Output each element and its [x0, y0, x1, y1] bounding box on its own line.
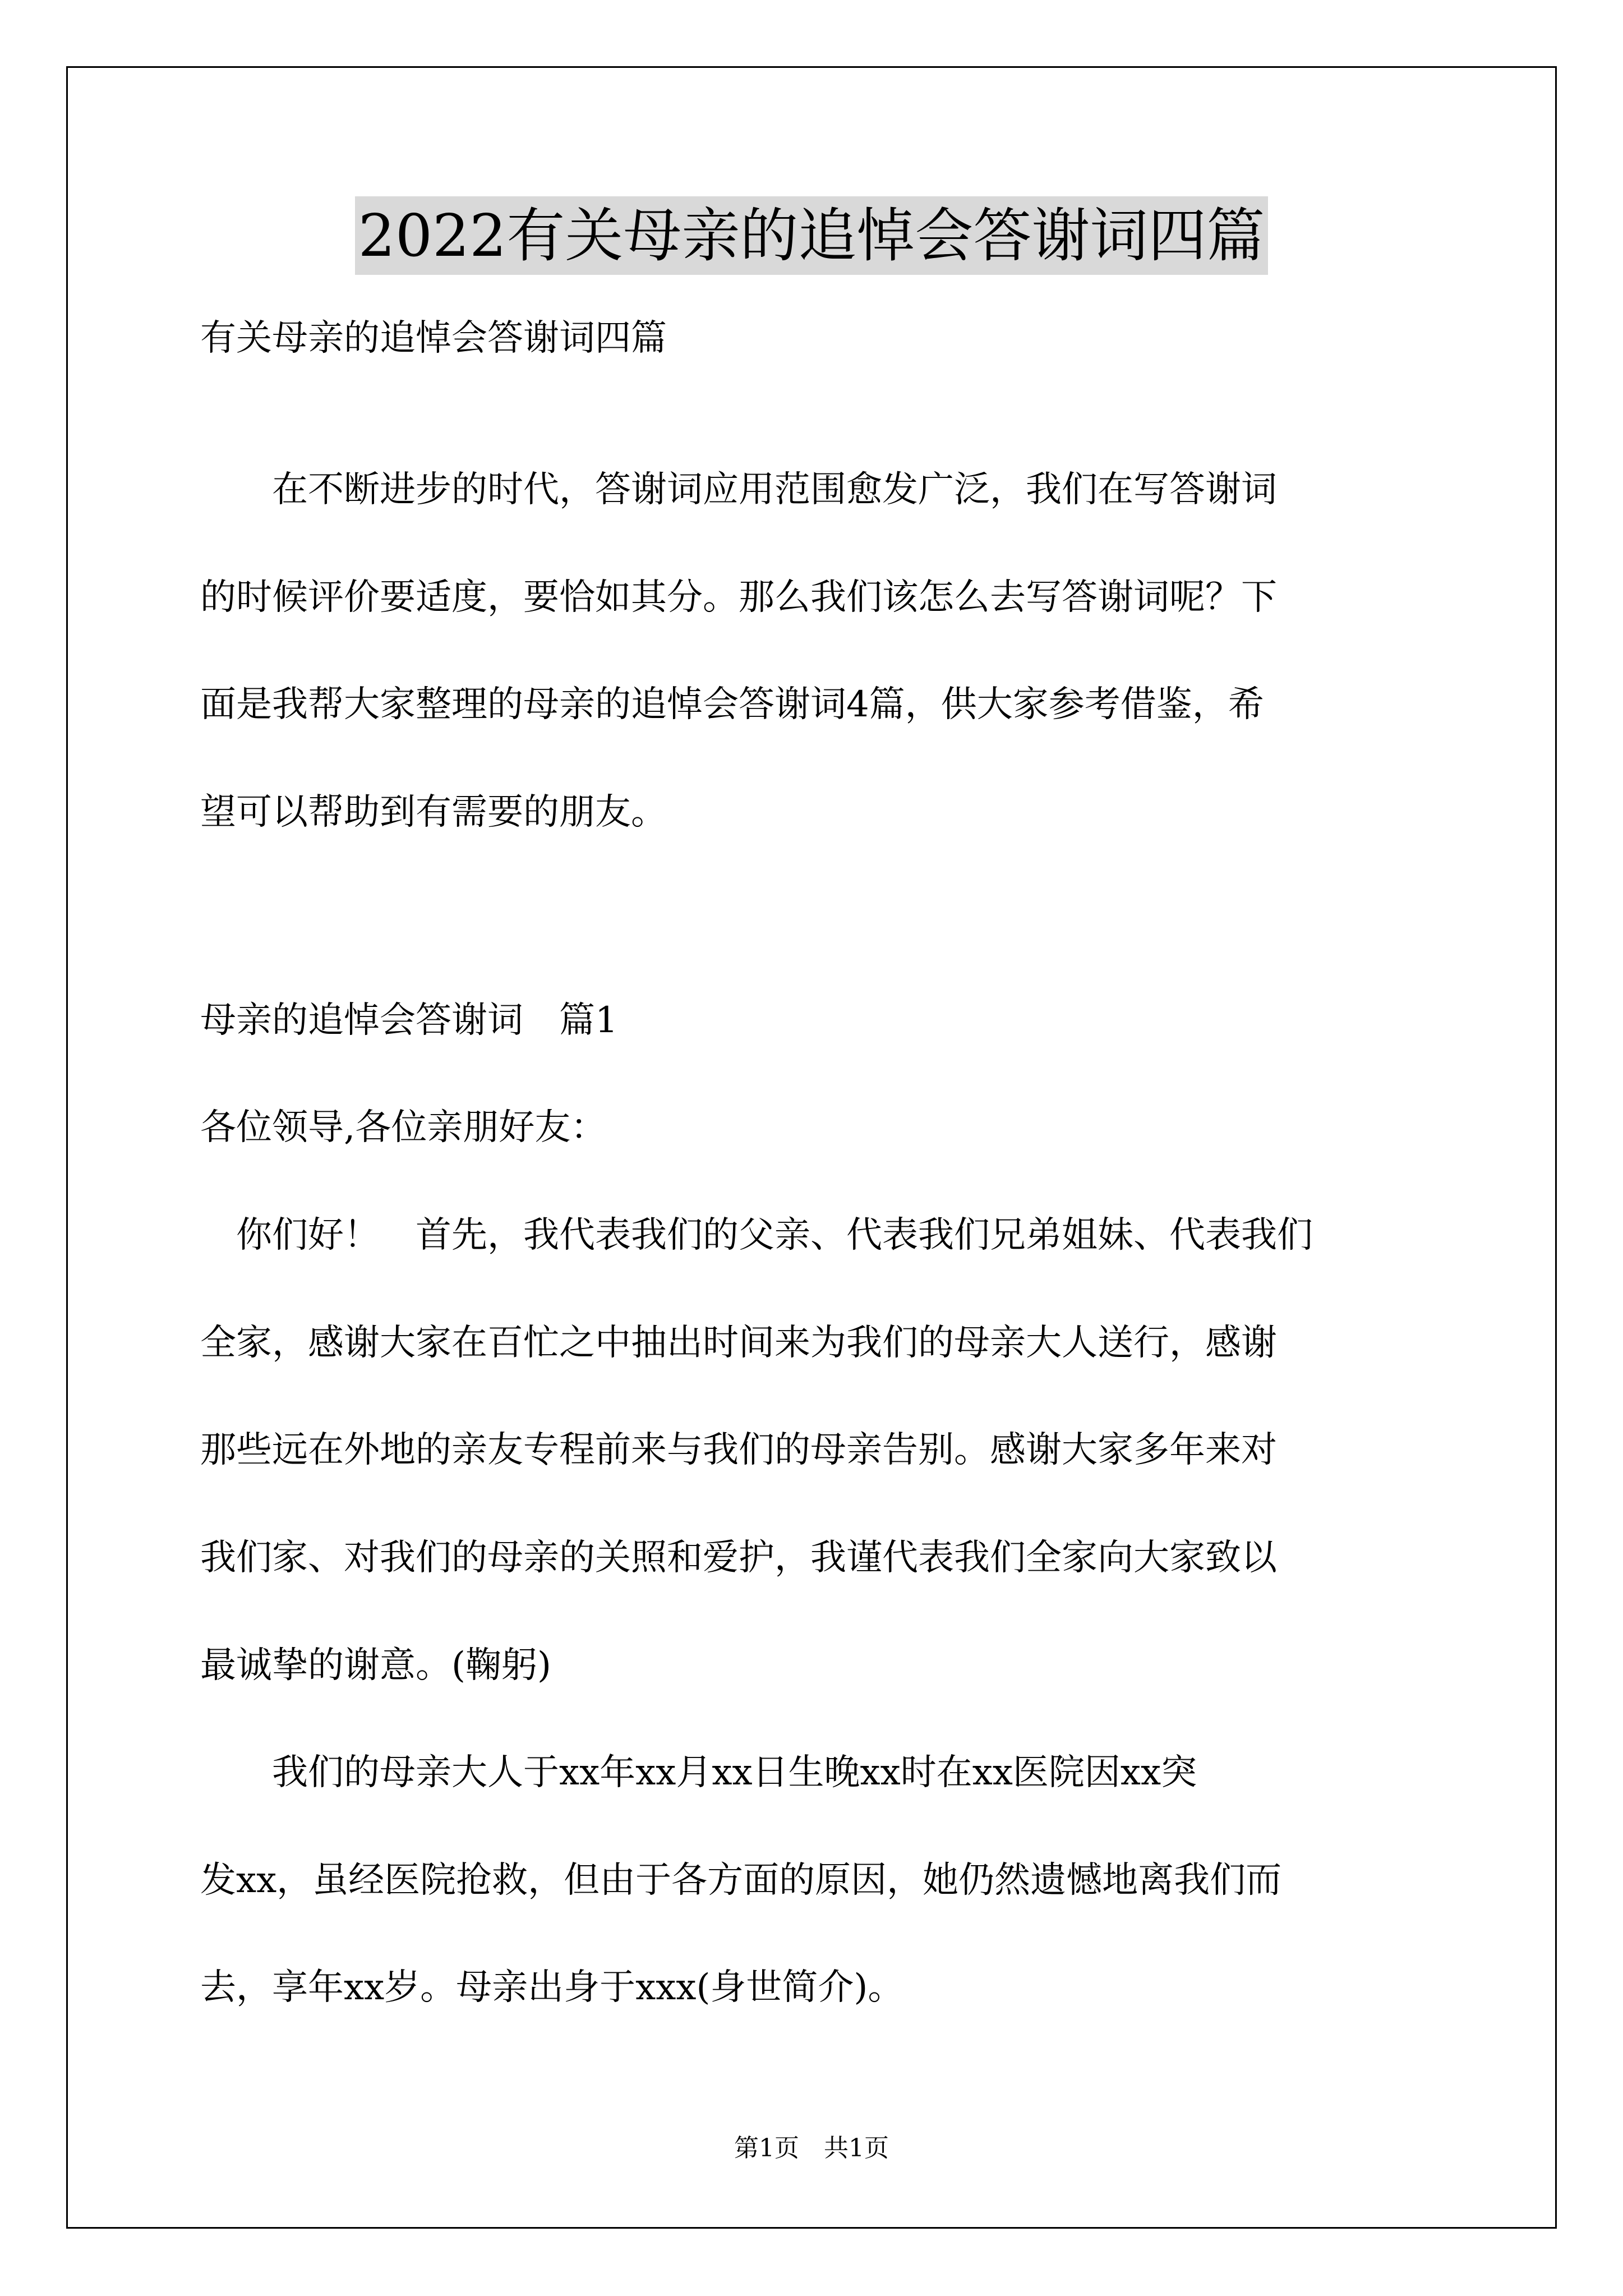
intro-line-1: 在不断进步的时代，答谢词应用范围愈发广泛，我们在写答谢词 [200, 469, 1277, 510]
title-container [0, 196, 1623, 275]
para1-line-3: 那些远在外地的亲友专程前来与我们的母亲告别。感谢大家多年来对 [200, 1429, 1277, 1471]
document-title: 2022有关母亲的追悼会答谢词四篇 [355, 196, 1269, 275]
para1-line-5: 最诚挚的谢意。(鞠躬) [200, 1645, 551, 1686]
para1-line-1: 你们好！ 首先，我代表我们的父亲、代表我们兄弟姐妹、代表我们 [200, 1214, 1313, 1256]
section-heading: 母亲的追悼会答谢词 篇1 [200, 1000, 618, 1041]
para2-line-3: 去，享年xx岁。母亲出身于xxx(身世简介)。 [200, 1967, 904, 2008]
salutation: 各位领导,各位亲朋好友： [200, 1107, 607, 1148]
intro-line-4: 望可以帮助到有需要的朋友。 [200, 792, 667, 833]
para1-line-4: 我们家、对我们的母亲的关照和爱护，我谨代表我们全家向大家致以 [200, 1537, 1277, 1579]
para2-line-2: 发xx，虽经医院抢救，但由于各方面的原因，她仍然遗憾地离我们而 [200, 1860, 1282, 1901]
page-footer: 第1页 共1页 [734, 2134, 889, 2162]
intro-line-2: 的时候评价要适度，要恰如其分。那么我们该怎么去写答谢词呢？下 [200, 577, 1277, 618]
intro-line-3: 面是我帮大家整理的母亲的追悼会答谢词4篇，供大家参考借鉴，希 [200, 684, 1264, 725]
para2-line-1: 我们的母亲大人于xx年xx月xx日生晚xx时在xx医院因xx突 [200, 1752, 1197, 1793]
para1-line-2: 全家，感谢大家在百忙之中抽出时间来为我们的母亲大人送行，感谢 [200, 1322, 1277, 1364]
document-subtitle: 有关母亲的追悼会答谢词四篇 [200, 318, 667, 359]
